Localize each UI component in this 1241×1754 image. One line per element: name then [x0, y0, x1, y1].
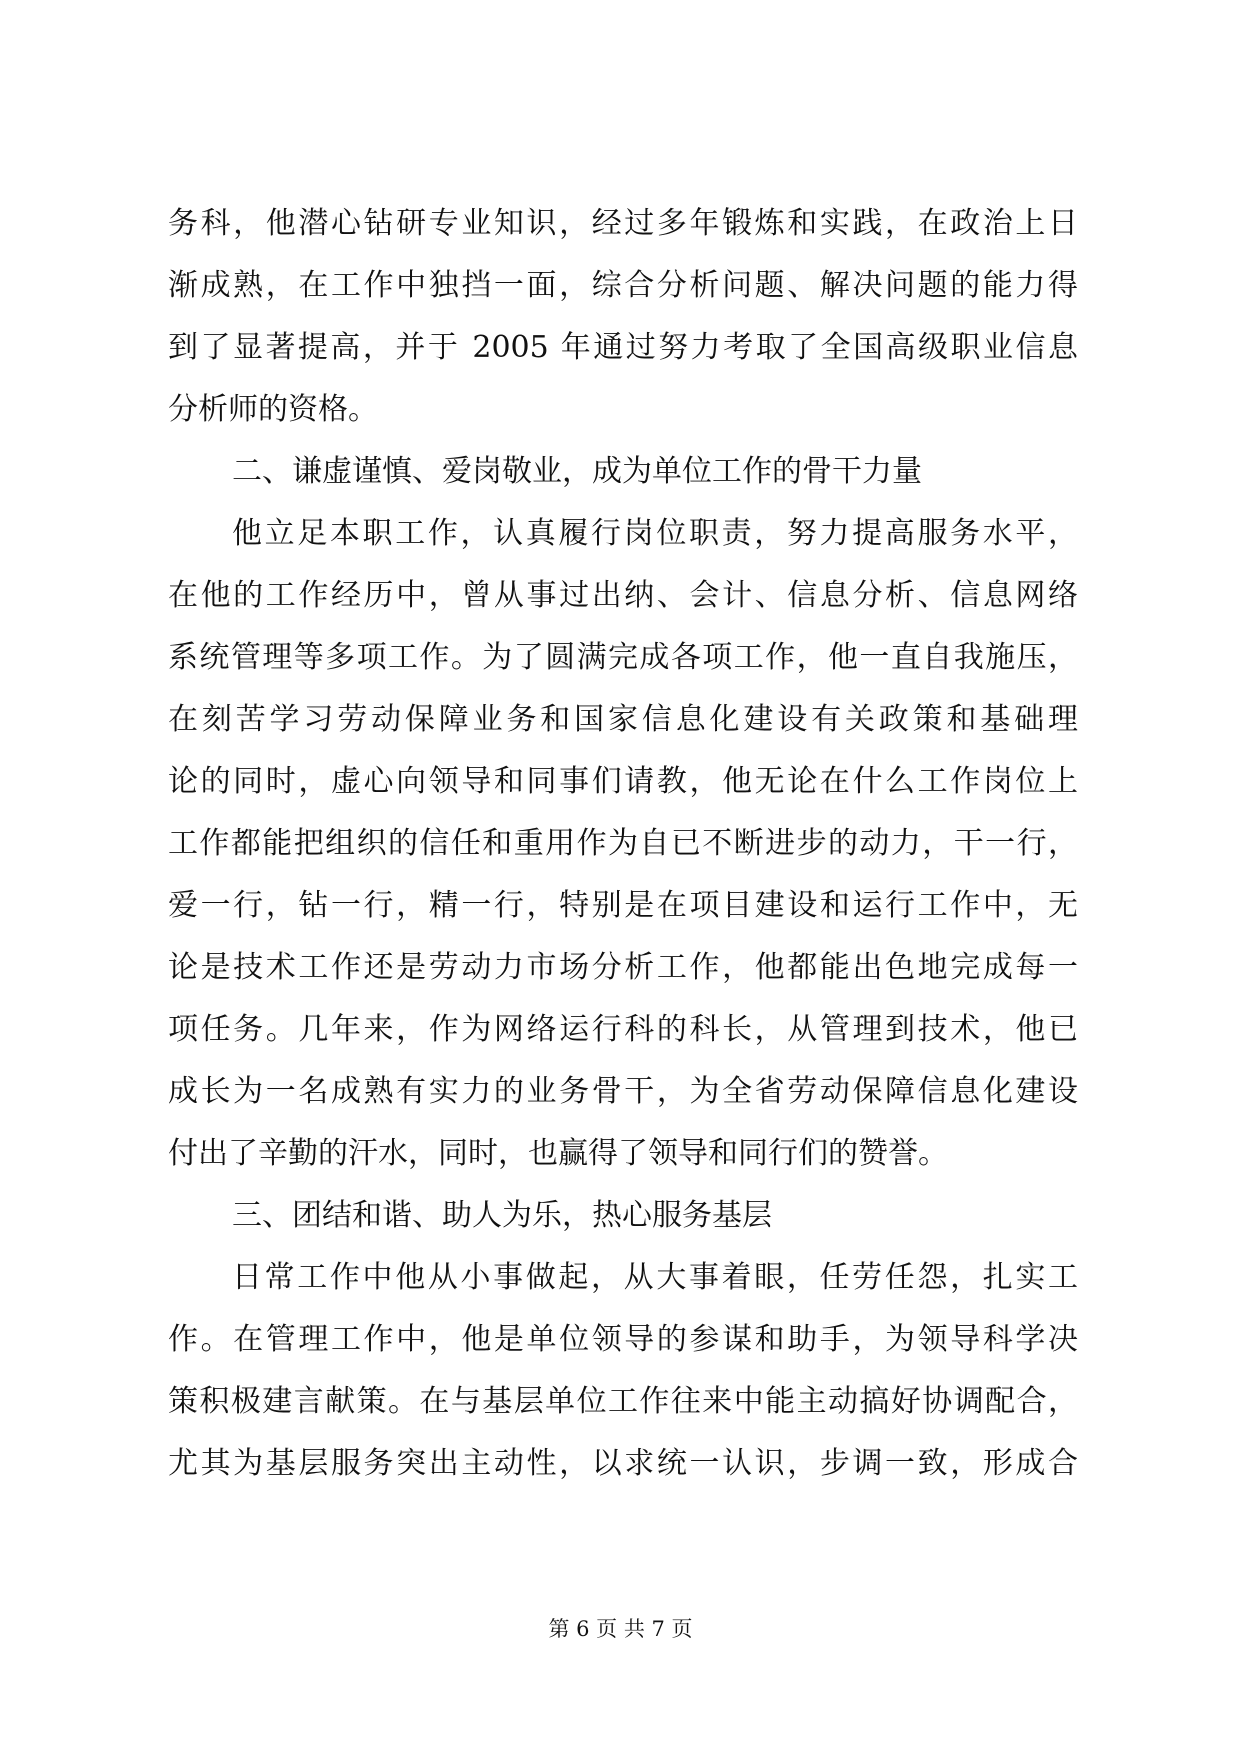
text-line: 分析师的资格。 [168, 392, 378, 427]
text-line: 系统管理等多项工作。为了圆满完成各项工作，他一直自我施压， [168, 640, 1078, 675]
text-line: 作。在管理工作中，他是单位领导的参谋和助手，为领导科学决 [168, 1322, 1078, 1357]
text-line: 到了显著提高，并于 2005 年通过努力考取了全国高级职业信息 [168, 330, 1078, 365]
text-line: 渐成熟，在工作中独挡一面，综合分析问题、解决问题的能力得 [168, 268, 1078, 303]
text-line: 论是技术工作还是劳动力市场分析工作，他都能出色地完成每一 [168, 950, 1078, 985]
section-heading: 二、谦虚谨慎、爱岗敬业，成为单位工作的骨干力量 [232, 454, 922, 489]
text-line: 务科，他潜心钻研专业知识，经过多年锻炼和实践，在政治上日 [168, 206, 1078, 241]
body-text [168, 193, 1078, 1495]
page-number-footer: 第 6 页 共 7 页 [548, 1617, 693, 1641]
text-line: 项任务。几年来，作为网络运行科的科长，从管理到技术，他已 [168, 1012, 1078, 1047]
text-line: 他立足本职工作，认真履行岗位职责，努力提高服务水平， [232, 516, 1078, 551]
text-line: 尤其为基层服务突出主动性，以求统一认识，步调一致，形成合 [168, 1446, 1078, 1481]
section-heading: 三、团结和谐、助人为乐，热心服务基层 [232, 1198, 772, 1233]
text-line: 在刻苦学习劳动保障业务和国家信息化建设有关政策和基础理 [168, 702, 1078, 737]
text-line: 工作都能把组织的信任和重用作为自已不断进步的动力，干一行， [168, 826, 1078, 861]
text-line: 在他的工作经历中，曾从事过出纳、会计、信息分析、信息网络 [168, 578, 1078, 613]
text-line: 成长为一名成熟有实力的业务骨干，为全省劳动保障信息化建设 [168, 1074, 1078, 1109]
text-line: 日常工作中他从小事做起，从大事着眼，任劳任怨，扎实工 [232, 1260, 1078, 1295]
text-line: 付出了辛勤的汗水，同时，也赢得了领导和同行们的赞誉。 [168, 1136, 948, 1171]
text-line: 论的同时，虚心向领导和同事们请教，他无论在什么工作岗位上 [168, 764, 1078, 799]
text-line: 策积极建言献策。在与基层单位工作往来中能主动搞好协调配合， [168, 1384, 1078, 1419]
text-line: 爱一行，钻一行，精一行，特别是在项目建设和运行工作中，无 [168, 888, 1078, 923]
